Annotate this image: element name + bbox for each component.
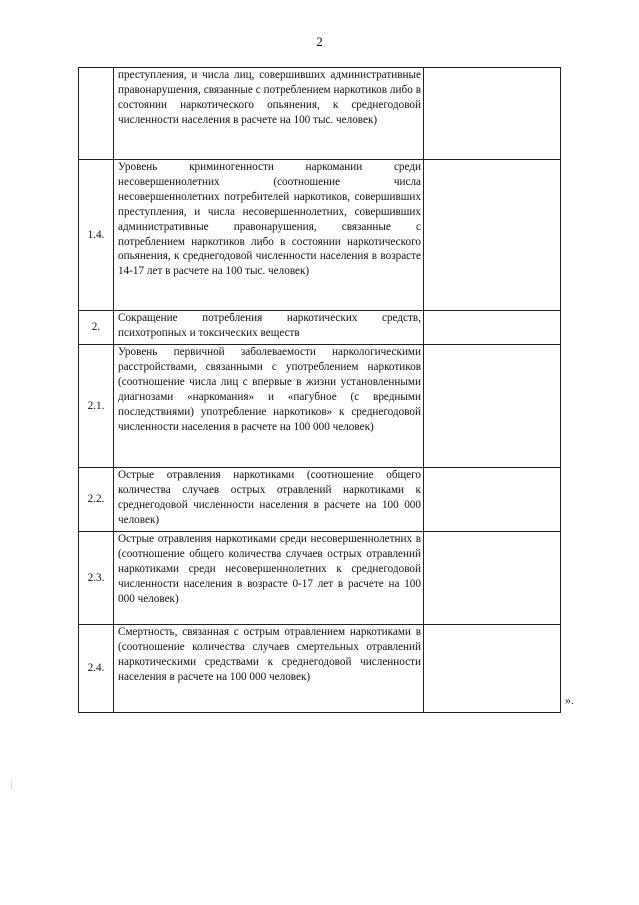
row-number: 2.1. — [79, 345, 114, 468]
value-cell — [424, 345, 561, 468]
row-number: 1.4. — [79, 160, 114, 311]
table-row — [79, 625, 561, 713]
value-cell — [424, 468, 561, 532]
table-row — [79, 345, 561, 468]
row-number: 2.2. — [79, 468, 114, 532]
value-cell — [424, 160, 561, 311]
indicator-text: Острые отравления наркотиками среди несовершеннолетних в (соотношение общего количества случаев острых отравлений наркотиками среди несовершеннолетних к среднегодовой численности населения в возрасте 0-17 лет в расчете на 100 000 человек) — [114, 532, 424, 625]
row-number — [79, 68, 114, 160]
table-row — [79, 311, 561, 345]
indicator-text: Сокращение потребления наркотических средств, психотропных и токсических веществ — [114, 311, 424, 345]
indicator-text: Острые отравления наркотиками (соотношение общего количества случаев острых отравлений наркотиками к среднегодовой численности населения в расчете на 100 000 человек) — [114, 468, 424, 532]
value-cell — [424, 68, 561, 160]
scan-mark — [11, 780, 12, 790]
indicators-table — [78, 67, 561, 713]
row-number: 2.4. — [79, 625, 114, 713]
table-row — [79, 468, 561, 532]
page-number: 2 — [316, 34, 323, 49]
indicator-text: преступления, и числа лиц, совершивших административные правонарушения, связанные с потреблением наркотиков либо в состоянии наркотического опьянения, к среднегодовой численности населения в расчете на 100 тыс. человек) — [114, 68, 424, 160]
row-number: 2.3. — [79, 532, 114, 625]
indicator-text: Смертность, связанная с острым отравлением наркотиками в (соотношение количества случаев смертельных отравлений наркотическими средствами к среднегодовой численности населения в расчете на 100 000 человек) — [114, 625, 424, 713]
value-cell — [424, 625, 561, 713]
indicator-text: Уровень криминогенности наркомании среди несовершеннолетних (соотношение числа несовершеннолетних потребителей наркотиков, совершивших преступления, и числа несовершеннолетних, совершивших административные правонарушения, связанные с потреблением наркотиков либо в состоянии наркотического опьянения, к среднегодовой численности населения в возрасте 14-17 лет в расчете на 100 тыс. человек) — [114, 160, 424, 311]
value-cell — [424, 311, 561, 345]
table-row — [79, 532, 561, 625]
row-number: 2. — [79, 311, 114, 345]
closing-quote: ». — [565, 693, 574, 707]
indicator-text: Уровень первичной заболеваемости наркологическими расстройствами, связанными с употреблением наркотиков (соотношение числа лиц с впервые в жизни установленными диагнозами «наркомания» и «пагубное (с вредными последствиями) употребление наркотиков» к среднегодовой численности населения в расчете на 100 000 человек) — [114, 345, 424, 468]
table-row — [79, 68, 561, 160]
table-row — [79, 160, 561, 311]
value-cell — [424, 532, 561, 625]
